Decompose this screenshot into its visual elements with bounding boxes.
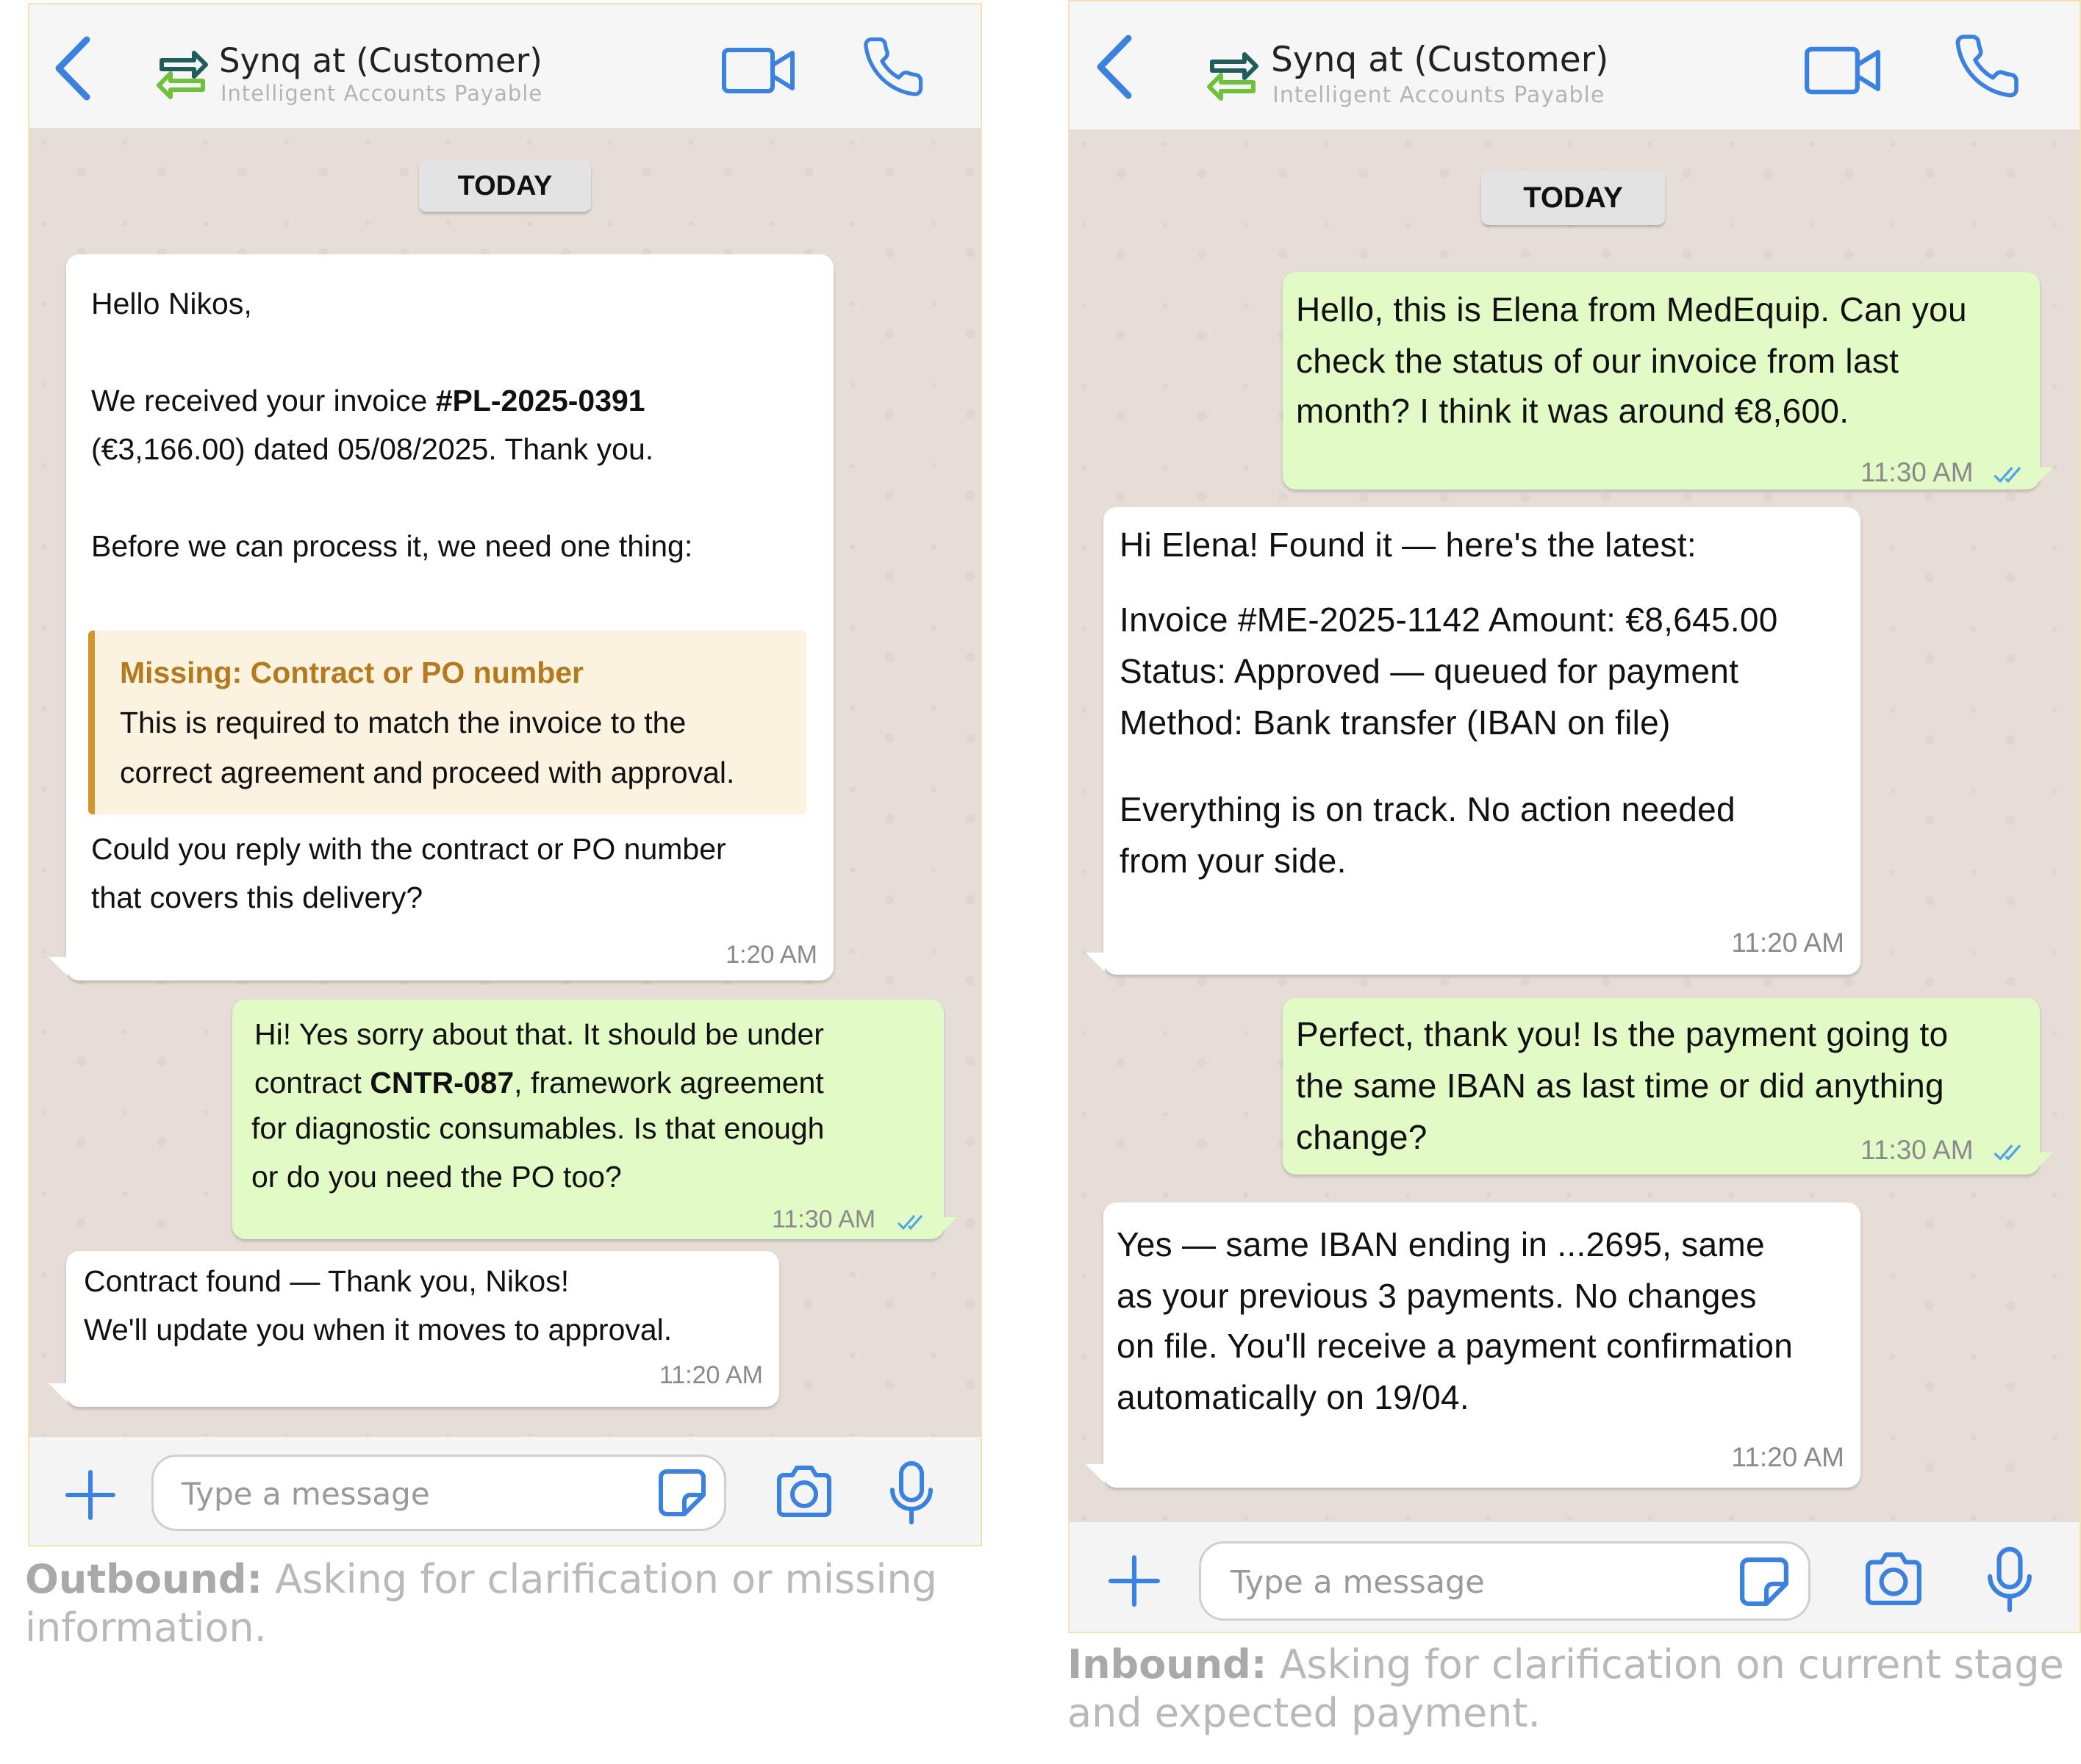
phone-icon[interactable] <box>1952 31 2022 101</box>
message-text: Invoice #ME-2025-1142 Amount: €8,645.00 <box>1120 600 1778 639</box>
double-check-icon <box>897 1213 928 1232</box>
message-text: Could you reply with the contract or PO number <box>91 832 726 866</box>
bubble-tail <box>938 1217 957 1236</box>
message-text: Hello, this is Elena from MedEquip. Can you <box>1296 290 1967 329</box>
message-text: from your side. <box>1120 842 1347 880</box>
outgoing-message <box>232 1000 944 1239</box>
message-text: month? I think it was around €8,600. <box>1296 392 1849 430</box>
message-time: 1:20 AM <box>726 941 817 969</box>
microphone-icon[interactable] <box>888 1460 935 1525</box>
message-text: We'll update you when it moves to approval. <box>84 1313 673 1347</box>
incoming-message <box>66 1251 779 1407</box>
back-arrow-icon[interactable] <box>51 35 96 101</box>
message-text: as your previous 3 payments. No changes <box>1117 1277 1757 1315</box>
message-text: change? <box>1296 1118 1428 1156</box>
outgoing-message <box>1283 272 2040 490</box>
message-text: Hi Elena! Found it — here's the latest: <box>1120 526 1697 564</box>
date-chip: TODAY <box>419 160 591 212</box>
message-composer <box>29 1436 981 1546</box>
camera-icon[interactable] <box>1863 1552 1924 1606</box>
message-text: Method: Bank transfer (IBAN on file) <box>1120 703 1671 742</box>
callout-text: This is required to match the invoice to the <box>120 706 687 739</box>
message-text: Hi! Yes sorry about that. It should be under <box>254 1017 824 1051</box>
callout-title: Missing: Contract or PO number <box>120 656 584 689</box>
invoice-number: #PL-2025-0391 <box>435 384 645 417</box>
message-text: Perfect, thank you! Is the payment going to <box>1296 1015 1949 1053</box>
message-text: Status: Approved — queued for payment <box>1120 652 1739 690</box>
video-camera-icon[interactable] <box>722 47 795 94</box>
bubble-tail <box>2034 1152 2053 1172</box>
message-text: Hello Nikos, <box>91 287 252 320</box>
callout-text: correct agreement and proceed with approval. <box>120 756 735 789</box>
incoming-message <box>1103 507 1860 975</box>
message-time: 11:20 AM <box>1731 1442 1844 1472</box>
chat-title: Synq at (Customer) <box>219 41 542 80</box>
camera-icon[interactable] <box>775 1465 834 1518</box>
outgoing-message <box>1283 998 2040 1175</box>
chat-header <box>29 4 981 129</box>
incoming-message <box>66 254 834 980</box>
double-check-icon <box>1993 465 2027 485</box>
plus-icon[interactable] <box>65 1469 116 1521</box>
double-check-icon <box>1993 1142 2027 1163</box>
outbound-caption: Outbound: Asking for clarification or missing information. <box>25 1556 937 1651</box>
message-text: We received your invoice #PL-2025-0391 <box>91 384 645 417</box>
message-text: the same IBAN as last time or did anything <box>1296 1066 1944 1105</box>
sticker-icon[interactable] <box>658 1469 706 1517</box>
bubble-tail <box>1086 953 1105 972</box>
message-text: automatically on 19/04. <box>1117 1378 1469 1416</box>
message-text: or do you need the PO too? <box>251 1160 622 1194</box>
phone-icon[interactable] <box>860 34 926 100</box>
bubble-tail <box>49 1383 68 1402</box>
message-text: on file. You'll receive a payment confirmation <box>1117 1327 1794 1365</box>
message-text: for diagnostic consumables. Is that enough <box>251 1111 825 1145</box>
message-input[interactable] <box>151 1455 726 1531</box>
missing-info-callout <box>88 631 806 814</box>
microphone-icon[interactable] <box>1985 1546 2034 1613</box>
message-text: Everything is on track. No action needed <box>1120 790 1736 828</box>
message-time: 11:20 AM <box>1731 928 1844 958</box>
message-time: 11:20 AM <box>659 1361 763 1389</box>
sync-logo-icon <box>156 47 209 103</box>
bubble-tail <box>1086 1464 1105 1483</box>
plus-icon[interactable] <box>1108 1555 1161 1607</box>
message-time: 11:30 AM <box>1860 1135 1974 1165</box>
message-time: 11:30 AM <box>1860 457 1974 487</box>
message-text: Before we can process it, we need one thing: <box>91 529 693 563</box>
message-text: (€3,166.00) dated 05/08/2025. Thank you. <box>91 432 654 466</box>
message-text: Contract found — Thank you, Nikos! <box>84 1264 570 1298</box>
message-text: check the status of our invoice from last <box>1296 342 1899 380</box>
chat-header <box>1070 1 2080 130</box>
inbound-chat-window <box>1068 0 2081 1633</box>
inbound-caption: Inbound: Asking for clarification on current stage and expected payment. <box>1067 1641 2064 1736</box>
incoming-message <box>1103 1202 1860 1488</box>
chat-subtitle: Intelligent Accounts Payable <box>221 81 543 106</box>
message-text: contract CNTR-087, framework agreement <box>254 1066 824 1100</box>
message-input[interactable] <box>1199 1541 1810 1621</box>
chat-subtitle: Intelligent Accounts Payable <box>1272 82 1605 108</box>
date-chip: TODAY <box>1481 171 1665 225</box>
message-text: Yes — same IBAN ending in ...2695, same <box>1117 1225 1765 1263</box>
input-placeholder: Type a message <box>1231 1564 1485 1601</box>
outbound-chat-window <box>28 3 982 1546</box>
sync-logo-icon <box>1206 47 1259 106</box>
contract-number: CNTR-087 <box>370 1066 515 1100</box>
bubble-tail <box>2034 467 2053 487</box>
sticker-icon[interactable] <box>1739 1557 1789 1607</box>
message-time: 11:30 AM <box>772 1205 876 1233</box>
message-composer <box>1070 1521 2080 1633</box>
video-camera-icon[interactable] <box>1805 46 1881 96</box>
bubble-tail <box>49 957 68 976</box>
message-text: that covers this delivery? <box>91 881 423 914</box>
input-placeholder: Type a message <box>182 1476 430 1512</box>
chat-title: Synq at (Customer) <box>1271 40 1609 80</box>
back-arrow-icon[interactable] <box>1093 34 1137 100</box>
